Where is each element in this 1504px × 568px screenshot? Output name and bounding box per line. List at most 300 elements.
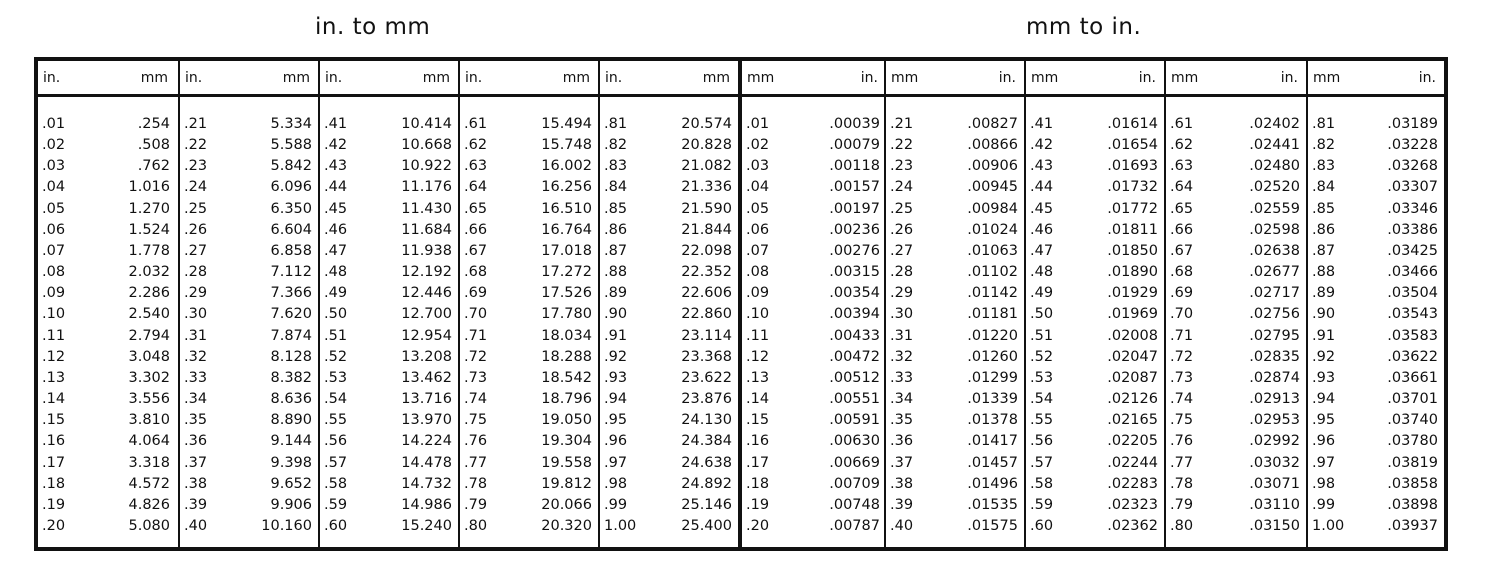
- table-cell: 2.286: [128, 285, 170, 302]
- heading-mm-to-in: mm to in.: [1026, 14, 1142, 40]
- table-cell: 2.540: [128, 306, 170, 323]
- column-header-5-right: mm: [702, 70, 730, 86]
- table-cell: 20.066: [541, 496, 592, 513]
- table-cell: .03425: [1387, 242, 1438, 259]
- column-header-2-left: in.: [185, 70, 203, 86]
- table-cell: 9.398: [270, 454, 312, 471]
- column-header-3-left: in.: [325, 70, 343, 86]
- table-cell: .01969: [1107, 306, 1158, 323]
- table-cell: .01693: [1107, 158, 1158, 175]
- table-cell: .93: [1312, 369, 1336, 386]
- table-cell: 6.096: [270, 179, 312, 196]
- table-cell: .00315: [829, 264, 880, 281]
- table-cell: .31: [890, 327, 914, 344]
- column-header-4-left: in.: [465, 70, 483, 86]
- column-header-5-left: in.: [605, 70, 623, 86]
- table-cell: .02992: [1249, 433, 1300, 450]
- table-cell: .41: [324, 116, 348, 132]
- table-cell: .09: [42, 285, 66, 302]
- table-cell: .39: [184, 496, 208, 513]
- table-cell: 24.384: [681, 433, 732, 450]
- table-cell: 8.128: [270, 348, 312, 365]
- table-cell: .00512: [829, 369, 880, 386]
- table-cell: .00787: [829, 517, 880, 534]
- heading-in-to-mm: in. to mm: [315, 14, 431, 40]
- table-cell: .99: [604, 496, 628, 513]
- table-cell: .02756: [1249, 306, 1300, 323]
- table-cell: .66: [464, 221, 488, 238]
- table-cell: .22: [184, 137, 208, 154]
- table-cell: .18: [746, 475, 770, 492]
- table-cell: .05: [746, 200, 770, 217]
- table-cell: .02480: [1249, 158, 1300, 175]
- column-header-4-right: mm: [562, 70, 590, 86]
- table-cell: 25.146: [681, 496, 732, 513]
- table-cell: .55: [324, 412, 348, 429]
- table-cell: .01260: [967, 348, 1018, 365]
- table-cell: .02087: [1107, 369, 1158, 386]
- table-cell: 7.620: [270, 306, 312, 323]
- table-cell: .59: [1030, 496, 1054, 513]
- table-cell: .00472: [829, 348, 880, 365]
- table-cell: .82: [604, 137, 628, 154]
- table-cell: .03780: [1387, 433, 1438, 450]
- table-cell: .01063: [967, 242, 1018, 259]
- table-cell: .02835: [1249, 348, 1300, 365]
- table-cell: .95: [1312, 412, 1336, 429]
- table-cell: .35: [184, 412, 208, 429]
- table-cell: .37: [890, 454, 914, 471]
- table-cell: .01417: [967, 433, 1018, 450]
- table-cell: 5.842: [270, 158, 312, 175]
- table-cell: .83: [604, 158, 628, 175]
- table-cell: .01811: [1107, 221, 1158, 238]
- column-1-left-values: [42, 114, 65, 537]
- table-cell: 10.668: [401, 137, 452, 154]
- column-3-right-values: [401, 114, 452, 537]
- table-cell: .01850: [1107, 242, 1158, 259]
- table-cell: .00906: [967, 158, 1018, 175]
- table-cell: .36: [890, 433, 914, 450]
- table-cell: .07: [42, 242, 66, 259]
- table-cell: .65: [464, 200, 488, 217]
- column-2-right-values: [261, 114, 312, 537]
- table-cell: .57: [1030, 454, 1054, 471]
- table-cell: .44: [1030, 179, 1054, 196]
- table-cell: .00276: [829, 242, 880, 259]
- table-cell: .70: [1170, 306, 1194, 323]
- table-cell: .63: [464, 158, 488, 175]
- table-cell: .70: [464, 306, 488, 323]
- table-cell: .08: [42, 264, 66, 281]
- table-cell: 12.446: [401, 285, 452, 302]
- table-cell: .73: [1170, 369, 1194, 386]
- table-cell: .01614: [1107, 116, 1158, 132]
- table-cell: .61: [1170, 116, 1194, 132]
- table-cell: 18.542: [541, 369, 592, 386]
- table-cell: .32: [184, 348, 208, 365]
- table-cell: 19.050: [541, 412, 592, 429]
- table-cell: 1.270: [128, 200, 170, 217]
- table-cell: .00630: [829, 433, 880, 450]
- table-cell: .67: [464, 242, 488, 259]
- table-cell: 22.860: [681, 306, 732, 323]
- table-cell: .54: [324, 391, 348, 408]
- table-cell: .23: [184, 158, 208, 175]
- table-cell: 21.336: [681, 179, 732, 196]
- table-cell: 16.510: [541, 200, 592, 217]
- table-cell: 18.288: [541, 348, 592, 365]
- table-cell: 4.826: [128, 496, 170, 513]
- table-cell: .24: [184, 179, 208, 196]
- table-cell: .43: [1030, 158, 1054, 175]
- table-cell: .26: [184, 221, 208, 238]
- table-cell: .01181: [967, 306, 1018, 323]
- table-cell: 17.272: [541, 264, 592, 281]
- table-cell: .78: [1170, 475, 1194, 492]
- table-cell: .00709: [829, 475, 880, 492]
- column-6-left-values: [746, 114, 769, 537]
- table-cell: 18.796: [541, 391, 592, 408]
- table-cell: 14.224: [401, 433, 452, 450]
- table-cell: 11.430: [401, 200, 452, 217]
- column-group-1: [38, 61, 178, 547]
- table-cell: .26: [890, 221, 914, 238]
- table-cell: .14: [42, 391, 66, 408]
- table-cell: .53: [324, 369, 348, 386]
- table-cell: .11: [42, 327, 66, 344]
- table-cell: .10: [42, 306, 66, 323]
- table-cell: .01575: [967, 517, 1018, 534]
- table-cell: 8.890: [270, 412, 312, 429]
- table-cell: .14: [746, 391, 770, 408]
- table-cell: .00827: [967, 116, 1018, 132]
- column-group-2: [178, 61, 320, 547]
- table-cell: .77: [464, 454, 488, 471]
- table-cell: .86: [604, 221, 628, 238]
- table-cell: .01654: [1107, 137, 1158, 154]
- table-cell: .02441: [1249, 137, 1300, 154]
- table-cell: .02953: [1249, 412, 1300, 429]
- table-cell: .96: [604, 433, 628, 450]
- table-cell: .48: [324, 264, 348, 281]
- column-header-8-left: mm: [1031, 70, 1059, 86]
- table-cell: .03466: [1387, 264, 1438, 281]
- column-2-left-values: [184, 114, 207, 537]
- table-cell: .60: [1030, 517, 1054, 534]
- table-cell: 19.558: [541, 454, 592, 471]
- table-cell: .88: [604, 264, 628, 281]
- table-cell: 9.144: [270, 433, 312, 450]
- table-cell: .03543: [1387, 306, 1438, 323]
- table-cell: 17.780: [541, 306, 592, 323]
- table-cell: .02126: [1107, 391, 1158, 408]
- table-cell: .29: [890, 285, 914, 302]
- table-cell: .50: [1030, 306, 1054, 323]
- table-cell: .22: [890, 137, 914, 154]
- table-cell: .34: [890, 391, 914, 408]
- table-cell: .03228: [1387, 137, 1438, 154]
- table-cell: .01535: [967, 496, 1018, 513]
- table-cell: 17.526: [541, 285, 592, 302]
- table-cell: 13.970: [401, 412, 452, 429]
- table-cell: .74: [1170, 391, 1194, 408]
- table-cell: .92: [1312, 348, 1336, 365]
- table-cell: .03071: [1249, 475, 1300, 492]
- table-cell: .42: [324, 137, 348, 154]
- table-cell: .47: [324, 242, 348, 259]
- table-cell: .03898: [1387, 496, 1438, 513]
- table-cell: 19.304: [541, 433, 592, 450]
- table-cell: 23.368: [681, 348, 732, 365]
- table-cell: .58: [324, 475, 348, 492]
- table-cell: .38: [890, 475, 914, 492]
- table-cell: .00354: [829, 285, 880, 302]
- table-cell: 1.524: [128, 221, 170, 238]
- table-cell: .85: [604, 200, 628, 217]
- table-cell: .95: [604, 412, 628, 429]
- table-cell: .03937: [1387, 517, 1438, 534]
- table-cell: 10.414: [401, 116, 452, 132]
- table-cell: 8.382: [270, 369, 312, 386]
- table-cell: .01220: [967, 327, 1018, 344]
- table-cell: .03858: [1387, 475, 1438, 492]
- table-cell: 14.986: [401, 496, 452, 513]
- table-cell: .64: [464, 179, 488, 196]
- table-cell: .03386: [1387, 221, 1438, 238]
- table-cell: 22.606: [681, 285, 732, 302]
- table-cell: .00236: [829, 221, 880, 238]
- table-cell: 19.812: [541, 475, 592, 492]
- table-cell: .71: [464, 327, 488, 344]
- column-7-left-values: [890, 114, 913, 537]
- table-cell: .02874: [1249, 369, 1300, 386]
- table-cell: .64: [1170, 179, 1194, 196]
- table-cell: .16: [746, 433, 770, 450]
- table-cell: .62: [464, 137, 488, 154]
- table-cell: 22.098: [681, 242, 732, 259]
- table-cell: .02: [746, 137, 770, 154]
- table-cell: .01102: [967, 264, 1018, 281]
- table-cell: .25: [184, 200, 208, 217]
- table-cell: 15.748: [541, 137, 592, 154]
- table-cell: .28: [184, 264, 208, 281]
- table-cell: 1.00: [604, 517, 637, 534]
- table-cell: .98: [1312, 475, 1336, 492]
- table-cell: .68: [1170, 264, 1194, 281]
- table-cell: .06: [746, 221, 770, 238]
- table-cell: .02205: [1107, 433, 1158, 450]
- table-cell: .00433: [829, 327, 880, 344]
- column-9-left-values: [1170, 114, 1193, 537]
- table-cell: .51: [1030, 327, 1054, 344]
- table-cell: .00945: [967, 179, 1018, 196]
- table-cell: .80: [1170, 517, 1194, 534]
- table-cell: 12.192: [401, 264, 452, 281]
- table-cell: .09: [746, 285, 770, 302]
- table-cell: .96: [1312, 433, 1336, 450]
- table-cell: .76: [1170, 433, 1194, 450]
- table-cell: .41: [1030, 116, 1054, 132]
- table-cell: .79: [1170, 496, 1194, 513]
- table-cell: .37: [184, 454, 208, 471]
- table-cell: .89: [1312, 285, 1336, 302]
- table-cell: .97: [604, 454, 628, 471]
- table-cell: .03740: [1387, 412, 1438, 429]
- table-cell: .56: [1030, 433, 1054, 450]
- table-cell: .55: [1030, 412, 1054, 429]
- table-cell: .13: [42, 369, 66, 386]
- table-cell: .54: [1030, 391, 1054, 408]
- table-cell: 1.00: [1312, 517, 1345, 534]
- table-cell: 24.892: [681, 475, 732, 492]
- table-cell: .02165: [1107, 412, 1158, 429]
- table-cell: .03819: [1387, 454, 1438, 471]
- table-cell: .99: [1312, 496, 1336, 513]
- table-cell: 4.572: [128, 475, 170, 492]
- table-cell: .62: [1170, 137, 1194, 154]
- table-cell: 10.160: [261, 517, 312, 534]
- table-cell: 6.858: [270, 242, 312, 259]
- table-cell: 1.016: [128, 179, 170, 196]
- table-cell: 15.494: [541, 116, 592, 132]
- table-cell: 9.652: [270, 475, 312, 492]
- table-cell: .12: [42, 348, 66, 365]
- table-cell: .03032: [1249, 454, 1300, 471]
- table-cell: 17.018: [541, 242, 592, 259]
- column-3-left-values: [324, 114, 347, 537]
- table-cell: .83: [1312, 158, 1336, 175]
- table-cell: 7.366: [270, 285, 312, 302]
- table-cell: 5.080: [128, 517, 170, 534]
- table-cell: .03661: [1387, 369, 1438, 386]
- table-cell: .03504: [1387, 285, 1438, 302]
- table-cell: 23.622: [681, 369, 732, 386]
- column-10-left-values: [1312, 114, 1344, 537]
- table-cell: .56: [324, 433, 348, 450]
- table-cell: .33: [184, 369, 208, 386]
- column-header-6-right: in.: [860, 70, 878, 86]
- table-cell: .93: [604, 369, 628, 386]
- table-cell: .21: [890, 116, 914, 132]
- table-cell: .05: [42, 200, 66, 217]
- table-cell: .91: [1312, 327, 1336, 344]
- table-cell: .01457: [967, 454, 1018, 471]
- table-cell: 21.590: [681, 200, 732, 217]
- column-10-right-values: [1387, 114, 1438, 537]
- table-cell: .87: [1312, 242, 1336, 259]
- table-cell: .84: [1312, 179, 1336, 196]
- table-cell: .28: [890, 264, 914, 281]
- table-cell: .00197: [829, 200, 880, 217]
- conversion-table: [34, 57, 1448, 551]
- table-cell: .00984: [967, 200, 1018, 217]
- table-cell: .03268: [1387, 158, 1438, 175]
- table-cell: 7.112: [270, 264, 312, 281]
- table-cell: .16: [42, 433, 66, 450]
- table-cell: .49: [324, 285, 348, 302]
- table-cell: .72: [1170, 348, 1194, 365]
- table-cell: 5.588: [270, 137, 312, 154]
- column-4-right-values: [541, 114, 592, 537]
- table-cell: .508: [137, 137, 170, 154]
- table-cell: .02283: [1107, 475, 1158, 492]
- table-cell: .63: [1170, 158, 1194, 175]
- table-cell: .86: [1312, 221, 1336, 238]
- table-cell: .75: [464, 412, 488, 429]
- table-cell: 3.318: [128, 454, 170, 471]
- table-cell: .02323: [1107, 496, 1158, 513]
- table-cell: .94: [604, 391, 628, 408]
- column-9-right-values: [1249, 114, 1300, 537]
- table-cell: 21.082: [681, 158, 732, 175]
- table-cell: .71: [1170, 327, 1194, 344]
- table-cell: .02559: [1249, 200, 1300, 217]
- table-cell: .01929: [1107, 285, 1158, 302]
- table-cell: .08: [746, 264, 770, 281]
- table-cell: .02677: [1249, 264, 1300, 281]
- table-cell: .74: [464, 391, 488, 408]
- column-1-right-values: [128, 114, 170, 537]
- table-cell: .762: [137, 158, 170, 175]
- table-cell: .00079: [829, 137, 880, 154]
- table-cell: .57: [324, 454, 348, 471]
- table-cell: 9.906: [270, 496, 312, 513]
- table-cell: .03583: [1387, 327, 1438, 344]
- table-cell: .82: [1312, 137, 1336, 154]
- table-cell: .84: [604, 179, 628, 196]
- table-cell: .254: [137, 116, 170, 132]
- table-cell: .07: [746, 242, 770, 259]
- table-cell: .02717: [1249, 285, 1300, 302]
- table-cell: .02: [42, 137, 66, 154]
- column-group-9: [1164, 61, 1308, 547]
- table-cell: .89: [604, 285, 628, 302]
- table-cell: .24: [890, 179, 914, 196]
- table-cell: .87: [604, 242, 628, 259]
- table-cell: .00669: [829, 454, 880, 471]
- table-cell: .02913: [1249, 391, 1300, 408]
- table-cell: .58: [1030, 475, 1054, 492]
- table-cell: .03: [42, 158, 66, 175]
- table-cell: .01: [746, 116, 770, 132]
- table-cell: 23.114: [681, 327, 732, 344]
- table-cell: .01772: [1107, 200, 1158, 217]
- table-cell: .31: [184, 327, 208, 344]
- table-cell: .04: [42, 179, 66, 196]
- table-cell: 23.876: [681, 391, 732, 408]
- table-cell: 12.700: [401, 306, 452, 323]
- table-cell: .19: [746, 496, 770, 513]
- table-cell: .50: [324, 306, 348, 323]
- table-cell: 15.240: [401, 517, 452, 534]
- table-cell: .80: [464, 517, 488, 534]
- table-cell: 6.350: [270, 200, 312, 217]
- table-cell: .90: [1312, 306, 1336, 323]
- table-cell: .10: [746, 306, 770, 323]
- column-group-4: [458, 61, 600, 547]
- column-group-10: [1306, 61, 1446, 547]
- table-cell: .29: [184, 285, 208, 302]
- table-cell: .17: [746, 454, 770, 471]
- table-cell: .02008: [1107, 327, 1158, 344]
- table-cell: .00591: [829, 412, 880, 429]
- table-cell: .12: [746, 348, 770, 365]
- table-cell: 13.208: [401, 348, 452, 365]
- table-cell: 11.684: [401, 221, 452, 238]
- table-cell: .72: [464, 348, 488, 365]
- table-cell: .39: [890, 496, 914, 513]
